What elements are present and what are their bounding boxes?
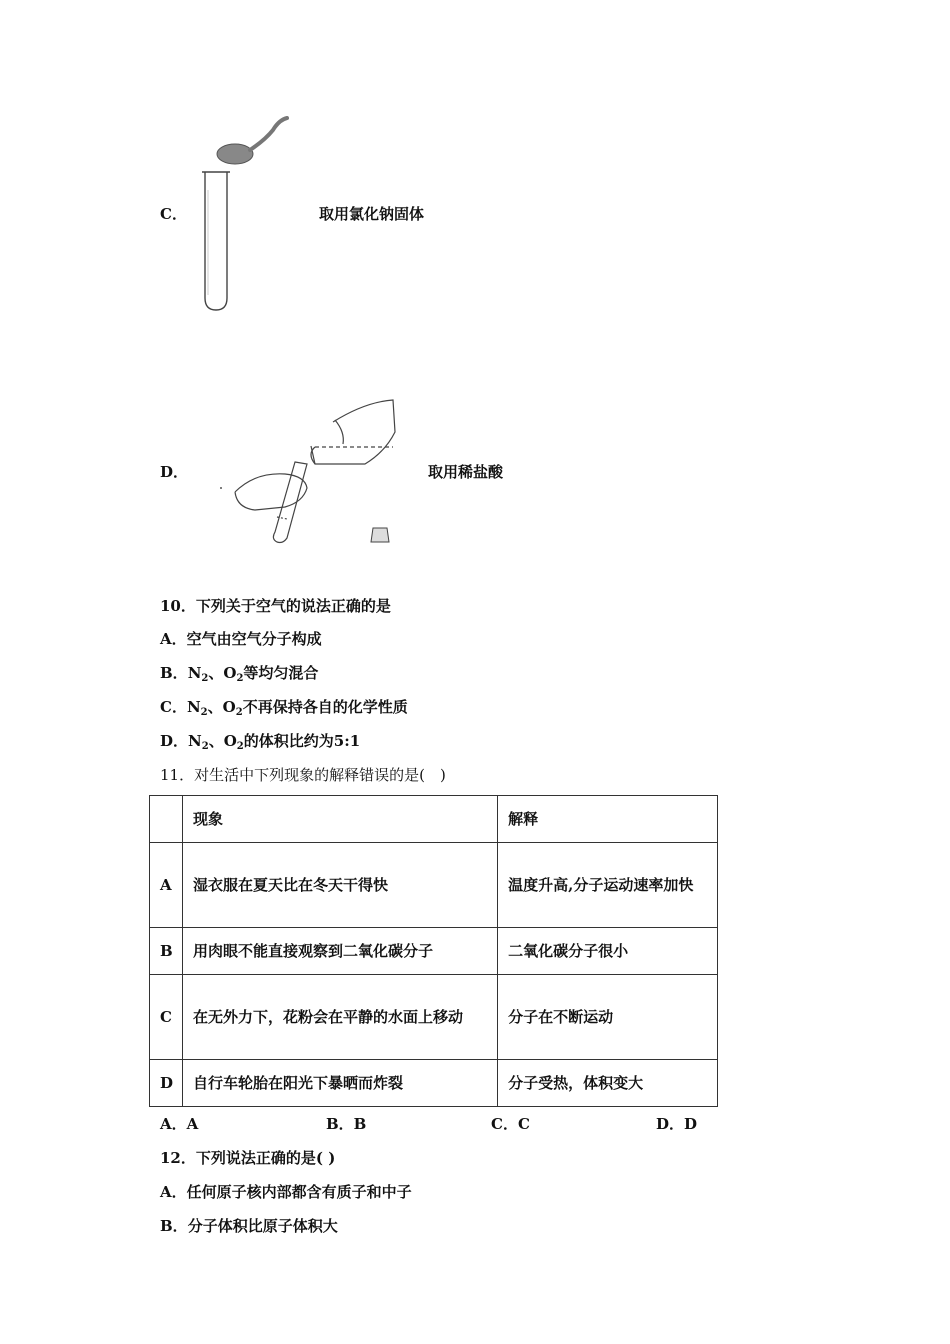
q10-option-a[interactable] bbox=[160, 628, 322, 649]
pouring-acid-illustration bbox=[215, 392, 415, 552]
row-key: B bbox=[150, 928, 183, 975]
formula-part: 、O bbox=[208, 732, 237, 750]
q10-stem: 10．下列关于空气的说法正确的是 bbox=[160, 597, 391, 615]
q10-option-d[interactable] bbox=[160, 730, 360, 752]
option-text: 分子体积比原子体积大 bbox=[187, 1217, 338, 1235]
row-key: C bbox=[150, 975, 183, 1060]
subscript: 2 bbox=[236, 673, 244, 684]
subscript: 2 bbox=[200, 707, 208, 718]
option-text: 的体积比约为5:1 bbox=[243, 732, 361, 750]
q11-answer-d[interactable]: D．D bbox=[656, 1115, 698, 1133]
option-text: 等均匀混合 bbox=[243, 664, 319, 682]
formula-part: N bbox=[187, 664, 202, 682]
q11-answer-a[interactable]: A．A bbox=[160, 1115, 199, 1133]
q12-stem: 12．下列说法正确的是( ) bbox=[160, 1149, 336, 1167]
subscript: 2 bbox=[201, 741, 209, 752]
subscript: 2 bbox=[201, 673, 209, 684]
row-explanation: 温度升高,分子运动速率加快 bbox=[498, 843, 718, 928]
table-row bbox=[150, 1060, 718, 1107]
row-phenomenon: 湿衣服在夏天比在冬天干得快 bbox=[183, 843, 498, 928]
row-phenomenon: 自行车轮胎在阳光下暴晒而炸裂 bbox=[183, 1060, 498, 1107]
row-explanation: 分子受热，体积变大 bbox=[498, 1060, 718, 1107]
explanation-table bbox=[149, 795, 718, 1107]
formula-part: 、O bbox=[208, 664, 237, 682]
q10-option-c[interactable] bbox=[160, 696, 408, 718]
option-text: 空气由空气分子构成 bbox=[186, 630, 322, 648]
row-key: A bbox=[150, 843, 183, 928]
table-header-row bbox=[150, 796, 718, 843]
option-label: A． bbox=[160, 1183, 187, 1201]
option-label: B． bbox=[160, 664, 188, 682]
formula-part: 、O bbox=[207, 698, 236, 716]
q12-option-a[interactable] bbox=[160, 1181, 412, 1202]
row-explanation: 分子在不断运动 bbox=[498, 975, 718, 1060]
bottle-stopper-icon bbox=[371, 528, 389, 542]
q11-answer-b[interactable]: B．B bbox=[326, 1115, 367, 1133]
table-header-cell: 现象 bbox=[183, 796, 498, 843]
table-row bbox=[150, 975, 718, 1060]
option-label: C． bbox=[160, 698, 187, 716]
row-explanation: 二氧化碳分子很小 bbox=[498, 928, 718, 975]
table-header-cell bbox=[150, 796, 183, 843]
q11-stem: 11．对生活中下列现象的解释错误的是( ) bbox=[160, 766, 446, 784]
option-c-letter: C． bbox=[160, 205, 187, 223]
formula-part: N bbox=[186, 698, 201, 716]
hand-bottle-icon bbox=[311, 400, 395, 464]
spoon-icon bbox=[217, 118, 287, 164]
option-label: B． bbox=[160, 1217, 188, 1235]
table-row bbox=[150, 928, 718, 975]
table-row bbox=[150, 843, 718, 928]
option-text: 不再保持各自的化学性质 bbox=[242, 698, 408, 716]
spoon-test-tube-illustration bbox=[195, 110, 305, 315]
option-d-letter: D． bbox=[160, 463, 189, 481]
table-header-cell: 解释 bbox=[498, 796, 718, 843]
q12-option-b[interactable] bbox=[160, 1215, 338, 1236]
q11-answer-c[interactable]: C．C bbox=[491, 1115, 530, 1133]
row-phenomenon: 在无外力下，花粉会在平静的水面上移动 bbox=[183, 975, 498, 1060]
option-label: D． bbox=[160, 732, 189, 750]
subscript: 2 bbox=[236, 741, 244, 752]
test-tube-icon bbox=[202, 172, 230, 310]
q10-option-b[interactable] bbox=[160, 662, 318, 684]
option-label: A． bbox=[160, 630, 187, 648]
option-c-caption: 取用氯化钠固体 bbox=[319, 205, 425, 223]
option-d-caption: 取用稀盐酸 bbox=[428, 463, 504, 481]
row-key: D bbox=[150, 1060, 183, 1107]
subscript: 2 bbox=[235, 707, 243, 718]
row-phenomenon: 用肉眼不能直接观察到二氧化碳分子 bbox=[183, 928, 498, 975]
option-text: 任何原子核内部都含有质子和中子 bbox=[186, 1183, 412, 1201]
hand-test-tube-icon bbox=[235, 462, 307, 543]
formula-part: N bbox=[188, 732, 202, 750]
